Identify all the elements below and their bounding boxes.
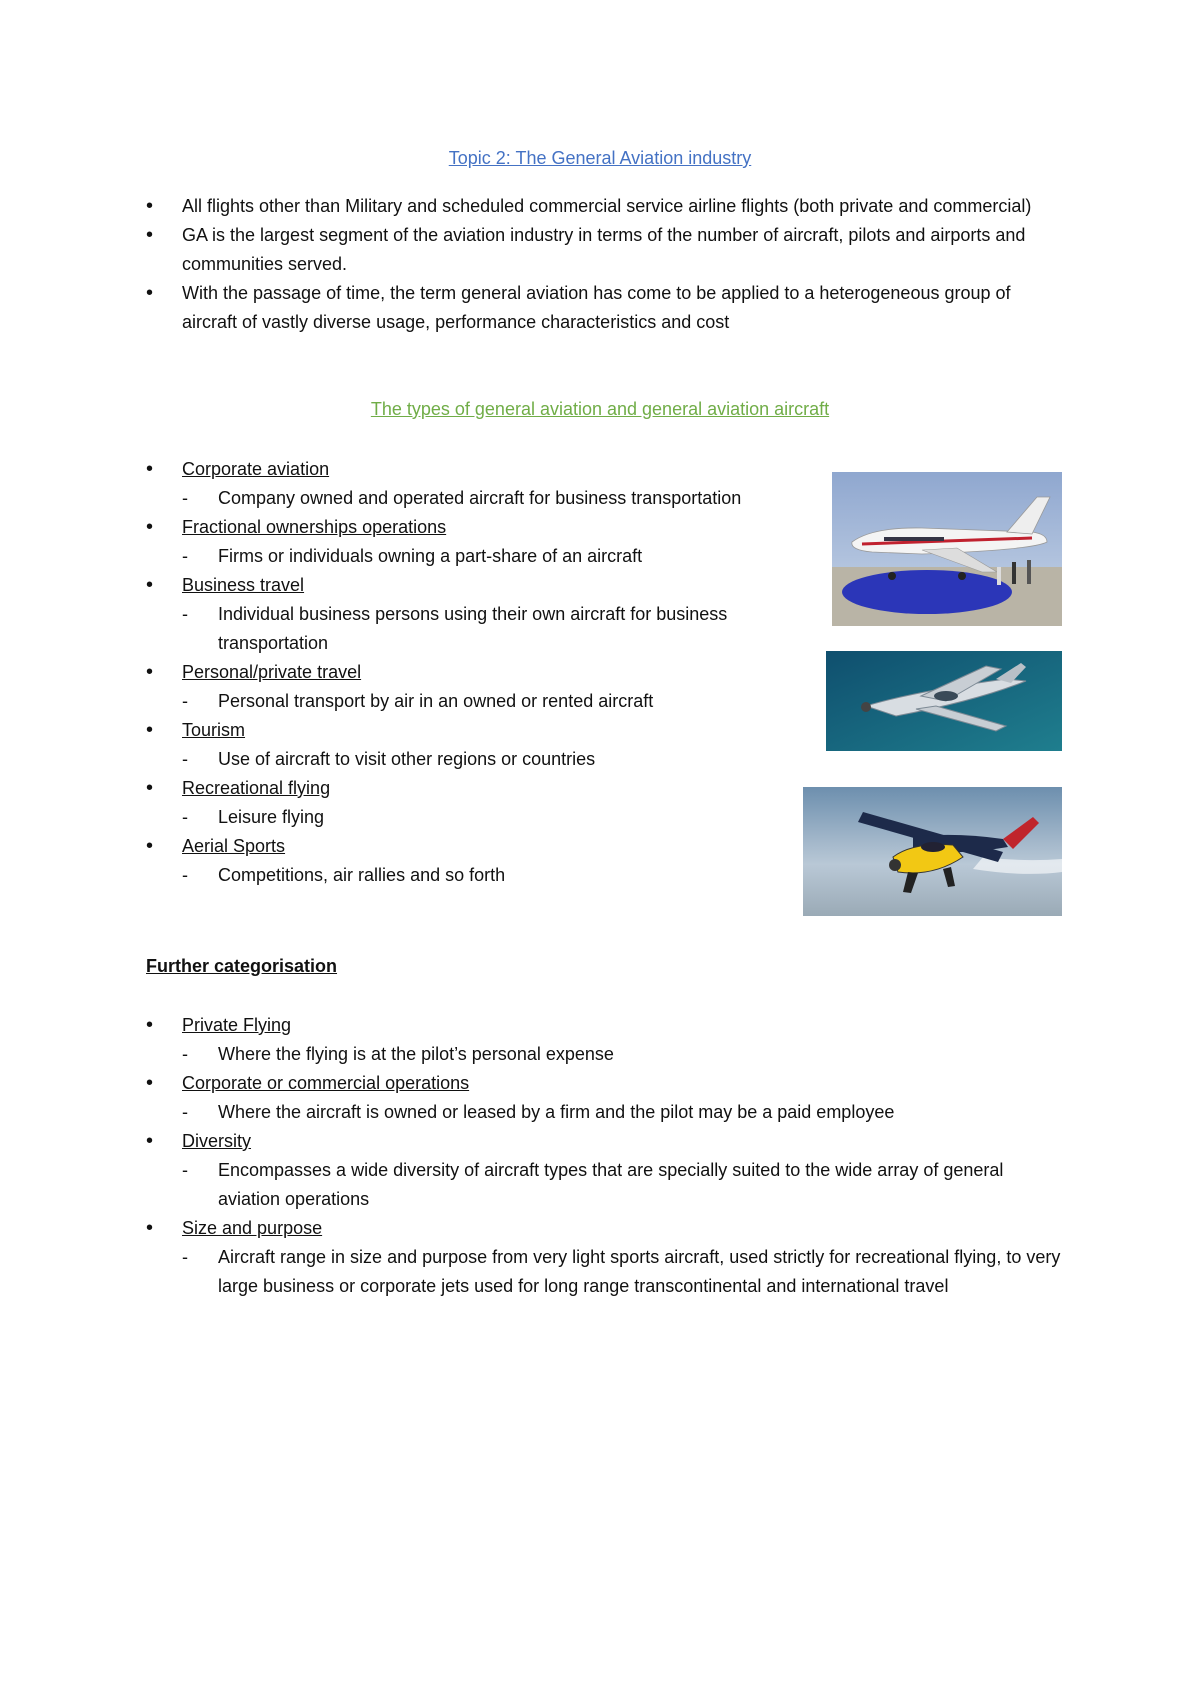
list-item <box>146 455 806 513</box>
item-detail: - Individual business persons using their own aircraft for business transportation <box>182 600 806 658</box>
item-detail: - Where the aircraft is owned or leased by a firm and the pilot may be a paid employee <box>182 1098 1066 1127</box>
types-list <box>146 455 806 890</box>
list-item <box>146 716 806 774</box>
types-heading: The types of general aviation and general aviation aircraft <box>370 399 830 419</box>
item-heading: • Fractional ownerships operations <box>182 517 447 537</box>
item-detail: - Aircraft range in size and purpose from very light sports aircraft, used strictly for recreational flying, to very large business or corporate jets used for long range transcontinental and international travel <box>182 1243 1066 1301</box>
list-item <box>146 1214 1066 1301</box>
item-detail: - Encompasses a wide diversity of aircraft types that are specially suited to the wide array of general aviation operations <box>182 1156 1066 1214</box>
item-detail: - Competitions, air rallies and so forth <box>182 861 806 890</box>
list-item <box>146 832 806 890</box>
item-heading: • Aerial Sports <box>182 836 286 856</box>
list-item <box>146 1011 1066 1069</box>
list-item <box>146 1127 1066 1214</box>
further-heading: Further categorisation <box>146 956 338 976</box>
item-heading: • Size and purpose <box>182 1218 323 1238</box>
further-list <box>146 1011 1066 1301</box>
list-item <box>146 774 806 832</box>
list-item <box>146 571 806 658</box>
item-heading: • Personal/private travel <box>182 662 362 682</box>
item-detail: - Personal transport by air in an owned or rented aircraft <box>182 687 806 716</box>
list-item <box>146 513 806 571</box>
sport-plane-over-sea-photo <box>826 651 1062 751</box>
item-heading: • Recreational flying <box>182 778 331 798</box>
item-heading: • Business travel <box>182 575 305 595</box>
list-item <box>146 1069 1066 1127</box>
intro-item: • All flights other than Military and scheduled commercial service airline flights (both private and commercial) <box>146 192 1066 221</box>
item-heading: • Tourism <box>182 720 246 740</box>
aerobatic-plane-photo <box>803 787 1062 916</box>
page-title: Topic 2: The General Aviation industry <box>448 148 752 168</box>
intro-list <box>146 192 1066 337</box>
intro-item: • GA is the largest segment of the aviation industry in terms of the number of aircraft, pilots and airports and communities served. <box>146 221 1066 279</box>
item-detail: - Use of aircraft to visit other regions or countries <box>182 745 806 774</box>
item-heading: • Corporate aviation <box>182 459 330 479</box>
list-item <box>146 658 806 716</box>
item-detail: - Where the flying is at the pilot’s personal expense <box>182 1040 1066 1069</box>
item-detail: - Firms or individuals owning a part-share of an aircraft <box>182 542 806 571</box>
item-detail: - Leisure flying <box>182 803 806 832</box>
business-jet-photo <box>832 472 1062 626</box>
item-heading: • Private Flying <box>182 1015 292 1035</box>
intro-item: • With the passage of time, the term general aviation has come to be applied to a heterogeneous group of aircraft of vastly diverse usage, performance characteristics and cost <box>146 279 1066 337</box>
item-heading: • Corporate or commercial operations <box>182 1073 470 1093</box>
item-detail: - Company owned and operated aircraft for business transportation <box>182 484 806 513</box>
item-heading: • Diversity <box>182 1131 252 1151</box>
